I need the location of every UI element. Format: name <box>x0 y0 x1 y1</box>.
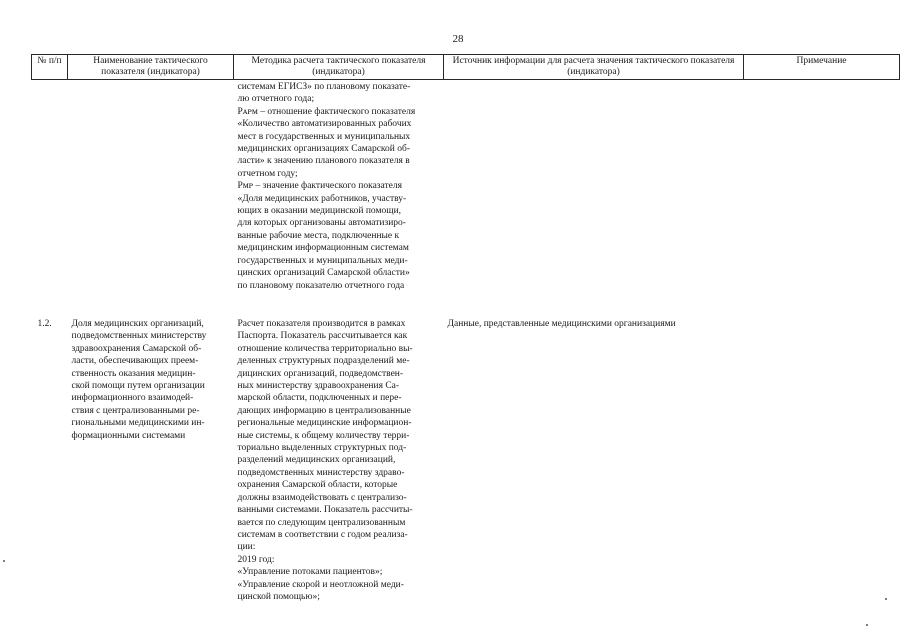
header-indicator-name: Наименование тактического показателя (индикатора) <box>68 55 234 80</box>
row2-method <box>234 317 444 603</box>
row2-name <box>68 317 234 603</box>
text-line: ные системы, к общему количеству терри- <box>237 430 410 441</box>
table-header-row <box>32 55 900 80</box>
text-line: Pᴀᴘᴍ – отношение фактического показателя <box>237 106 416 117</box>
text-line: ванными системами. Показатель рассчиты- <box>237 505 413 516</box>
text-line: здравоохранения Самарской об- <box>71 343 202 354</box>
text-line: для которых организованы автоматизиро- <box>237 218 406 229</box>
table-row <box>32 317 900 603</box>
text-line: медицинских организациях Самарской об- <box>237 144 410 155</box>
row1-number <box>32 80 68 318</box>
header-method: Методика расчета тактического показателя (индикатора) <box>234 55 444 80</box>
row2-source: Данные, представленные медицинскими организациями <box>447 319 676 329</box>
text-line: ных министерству здравоохранения Са- <box>237 381 400 392</box>
text-line: цинской помощью»; <box>237 591 320 602</box>
page-number: 28 <box>452 33 464 45</box>
text-line: ской помощи путем организации <box>71 381 205 392</box>
row2-note <box>744 317 900 603</box>
text-line: Расчет показателя производится в рамках <box>237 319 406 329</box>
text-line: отношение количества территориально вы- <box>237 343 413 354</box>
text-line: Паспорта. Показатель рассчитывается как <box>237 331 408 342</box>
text-line: ственность оказания медицин- <box>71 368 196 379</box>
text-line: ствия с централизованными ре- <box>71 405 200 416</box>
text-line: вается по следующим централизованным <box>237 517 406 528</box>
text-line: системам ЕГИСЗ» по плановому показате- <box>237 82 411 92</box>
row1-note <box>744 80 900 318</box>
text-line: ции: <box>237 542 256 553</box>
text-line: ласти, обеспечивающих преем- <box>71 356 199 367</box>
text-line: «Доля медицинских работников, участву- <box>237 193 407 204</box>
text-line: подведомственных министерству <box>71 331 207 342</box>
text-line: ториально выделенных структурных под- <box>237 443 407 454</box>
text-line: медицинским информационным системам <box>237 243 409 254</box>
row2-number: 1.2. <box>37 319 52 329</box>
text-line: дающих информацию в централизованные <box>237 405 411 416</box>
scan-speck <box>3 560 5 562</box>
scan-speck <box>885 598 887 600</box>
text-line: мест в государственных и муниципальных <box>237 131 411 142</box>
scan-speck <box>866 624 868 626</box>
text-line: отчетном году; <box>237 168 298 179</box>
text-line: цинских организаций Самарской области» <box>237 268 410 279</box>
text-line: «Управление потоками пациентов»; <box>237 567 383 578</box>
text-line: дицинских организаций, подведомствен- <box>237 368 404 379</box>
row1-source <box>444 80 744 318</box>
text-line: системам в соответствии с годом реализа- <box>237 529 408 540</box>
text-line: гиональными медицинскими ин- <box>71 418 205 429</box>
text-line: разделений медицинских организаций, <box>237 455 396 466</box>
text-line: ласти» к значению планового показателя в <box>237 156 410 167</box>
text-line: региональные медицинские информацион- <box>237 418 412 429</box>
text-line: охранения Самарской области, которые <box>237 480 398 491</box>
text-line: ющих в оказании медицинской помощи, <box>237 206 402 217</box>
text-line: «Управление скорой и неотложной меди- <box>237 579 404 590</box>
table-row <box>32 80 900 318</box>
text-line: формационными системами <box>71 430 186 441</box>
text-line: информационного взаимодей- <box>71 393 194 404</box>
text-line: должны взаимодействовать с централизо- <box>237 492 407 503</box>
text-line: ванные рабочие места, подключенные к <box>237 230 400 241</box>
text-line: государственных и муниципальных меди- <box>237 255 408 266</box>
text-line: «Количество автоматизированных рабочих <box>237 119 412 130</box>
row1-method <box>234 80 444 318</box>
row1-name <box>68 80 234 318</box>
text-line: марской области, подключенных и пере- <box>237 393 402 404</box>
text-line: лю отчетного года; <box>237 94 315 105</box>
text-line: подведомственных министерству здраво- <box>237 467 405 478</box>
text-line: Pᴍᴘ – значение фактического показателя <box>237 181 402 192</box>
text-line: деленных структурных подразделений ме- <box>237 356 410 367</box>
text-line: по плановому показателю отчетного года <box>237 280 405 291</box>
indicator-table <box>31 54 900 603</box>
header-note: Примечание <box>744 55 900 80</box>
text-line: Доля медицинских организаций, <box>71 319 204 329</box>
header-number: № п/п <box>32 55 68 80</box>
header-source: Источник информации для расчета значения тактического показателя (индикатора) <box>444 55 744 80</box>
text-line: 2019 год: <box>237 554 275 565</box>
